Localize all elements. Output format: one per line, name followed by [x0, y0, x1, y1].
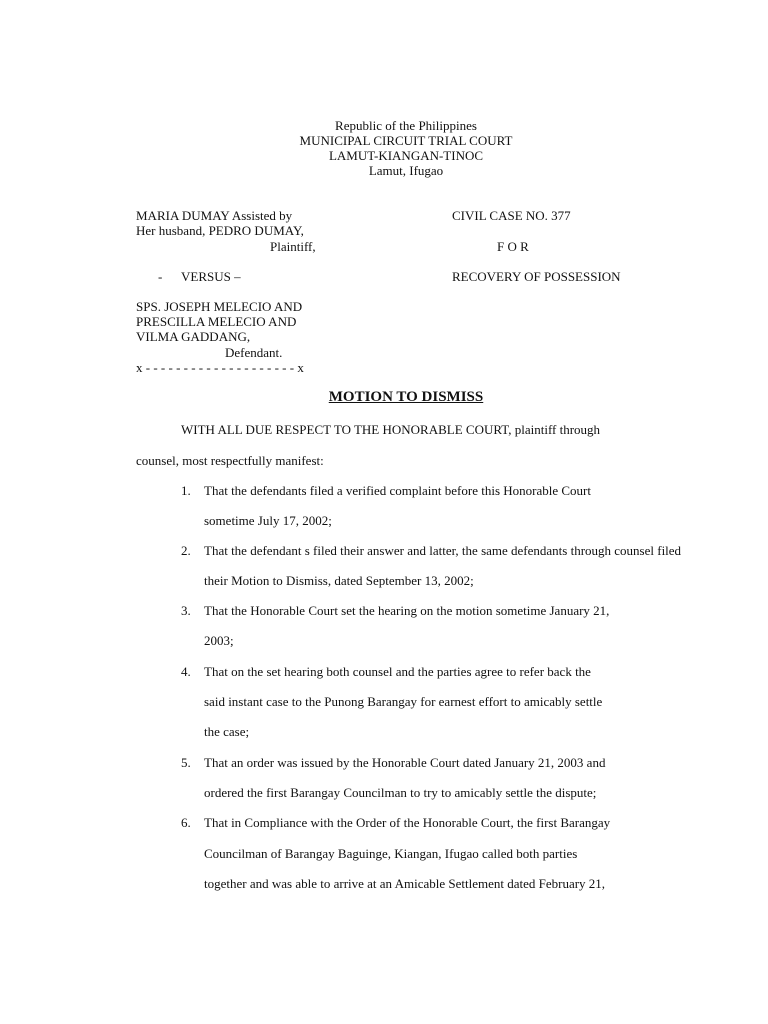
item-number: 5. — [181, 755, 191, 770]
plaintiff-role: Plaintiff, — [270, 239, 316, 254]
item-text-line: That the defendant s filed their answer and latter, the same defendants through counsel filed — [204, 543, 682, 558]
plaintiff-line-2: Her husband, PEDRO DUMAY, — [136, 223, 304, 238]
item-text-line: That the Honorable Court set the hearing on the motion sometime January 21, — [204, 603, 610, 618]
case-number: CIVIL CASE NO. 377 — [452, 208, 571, 223]
case-nature: RECOVERY OF POSSESSION — [452, 269, 621, 284]
versus-dash: - — [158, 269, 163, 284]
item-text-line: Councilman of Barangay Baguinge, Kiangan, Ifugao called both parties — [204, 846, 578, 861]
header-location: Lamut, Ifugao — [368, 163, 444, 178]
item-text-line: That an order was issued by the Honorable Court dated January 21, 2003 and — [204, 755, 606, 770]
item-text-line: together and was able to arrive at an Amicable Settlement dated February 21, — [204, 876, 606, 891]
intro-line-1: WITH ALL DUE RESPECT TO THE HONORABLE COURT, plaintiff through — [181, 422, 601, 437]
item-text-line: the case; — [204, 724, 250, 739]
item-text-line: sometime July 17, 2002; — [204, 513, 332, 528]
header-court: MUNICIPAL CIRCUIT TRIAL COURT — [299, 133, 513, 148]
item-text-line: That in Compliance with the Order of the Honorable Court, the first Barangay — [204, 815, 611, 830]
item-text-line: said instant case to the Punong Barangay for earnest effort to amicably settle — [204, 694, 603, 709]
defendant-role: Defendant. — [225, 345, 283, 360]
intro-line-2: counsel, most respectfully manifest: — [136, 453, 324, 468]
for-label: F O R — [497, 239, 529, 254]
defendant-line-2: PRESCILLA MELECIO AND — [136, 314, 297, 329]
item-number: 3. — [181, 603, 191, 618]
header-republic: Republic of the Philippines — [335, 118, 477, 133]
item-text-line: ordered the first Barangay Councilman to try to amicably settle the dispute; — [204, 785, 597, 800]
header-jurisdiction: LAMUT-KIANGAN-TINOC — [328, 148, 484, 163]
versus-label: VERSUS – — [181, 269, 241, 284]
document-title: MOTION TO DISMISS — [328, 389, 484, 405]
caption-separator: x - - - - - - - - - - - - - - - - - - - - x — [136, 360, 304, 375]
item-number: 1. — [181, 483, 191, 498]
plaintiff-line-1: MARIA DUMAY Assisted by — [136, 208, 293, 223]
item-number: 6. — [181, 815, 191, 830]
defendant-line-3: VILMA GADDANG, — [136, 329, 251, 344]
item-text-line: their Motion to Dismiss, dated September 13, 2002; — [204, 573, 474, 588]
item-text-line: That on the set hearing both counsel and the parties agree to refer back the — [204, 664, 591, 679]
defendant-line-1: SPS. JOSEPH MELECIO AND — [136, 299, 303, 314]
item-number: 4. — [181, 664, 191, 679]
item-number: 2. — [181, 543, 191, 558]
item-text-line: That the defendants filed a verified complaint before this Honorable Court — [204, 483, 591, 498]
item-text-line: 2003; — [204, 633, 234, 648]
